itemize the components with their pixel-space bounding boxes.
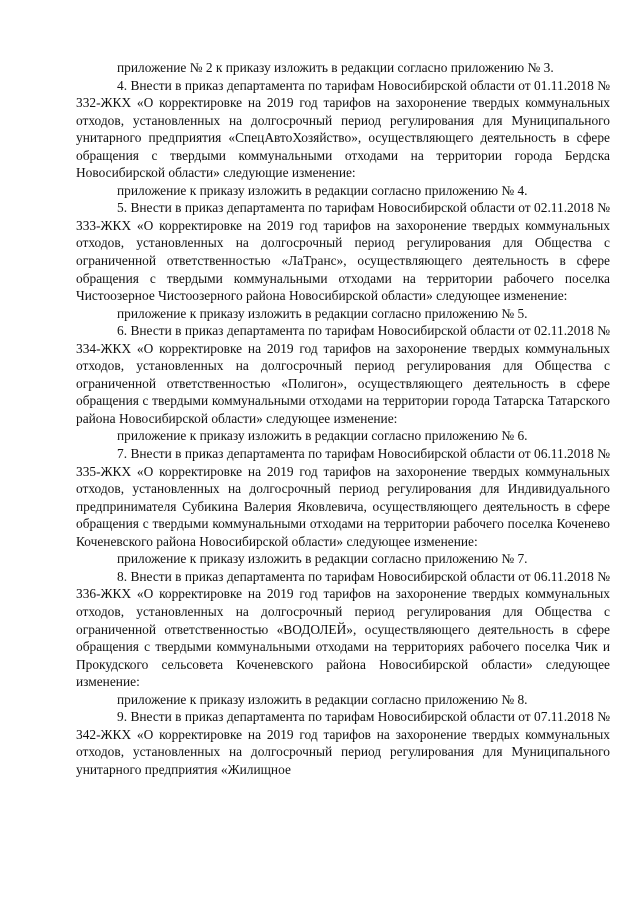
paragraph-item-6: 6. Внести в приказ департамента по тарифам Новосибирской области от 02.11.2018 № 334-ЖКХ «О корректировке на 2019 год тарифов на захоронение твердых коммунальных отходов, установленных на долгосрочный период регулирования для Общества с ограниченной ответственностью «Полигон», осуществляющего деятельность в сфере обращения с твердыми коммунальными отходами на территории города Татарска Татарского района Новосибирской области» следующее изменение: [76,323,610,426]
paragraph-appendix-7: приложение к приказу изложить в редакции согласно приложению № 7. [117,551,528,567]
paragraph-item-8: 8. Внести в приказ департамента по тарифам Новосибирской области от 06.11.2018 № 336-ЖКХ «О корректировке на 2019 год тарифов на захоронение твердых коммунальных отходов, установленных на долгосрочный период регулирования для Общества с ограниченной ответственностью «ВОДОЛЕЙ», осуществляющего деятельность в сфере обращения с твердыми коммунальными отходами на территориях рабочего поселка Чик и Прокудского сельсовета Коченевского района Новосибирской области» следующее изменение: [76,568,610,690]
paragraph-appendix-3: приложение № 2 к приказу изложить в редакции согласно приложению № 3. [117,60,554,75]
paragraph-item-7: 7. Внести в приказ департамента по тарифам Новосибирской области от 06.11.2018 № 335-ЖКХ «О корректировке на 2019 год тарифов на захоронение твердых коммунальных отходов, установленных на долгосрочный период регулирования для Индивидуального предпринимателя Субикина Валерия Яковлевича, осуществляющего деятельность в сфере обращения с твердыми коммунальными отходами на территории рабочего поселка Коченево Коченевского района Новосибирской области» следующее изменение: [76,446,610,549]
paragraph-item-4: 4. Внести в приказ департамента по тарифам Новосибирской области от 01.11.2018 № 332-ЖКХ «О корректировке на 2019 год тарифов на захоронение твердых коммунальных отходов, установленных на долгосрочный период регулирования для Муниципального унитарного предприятия «СпецАвтоХозяйство», осуществляющего деятельность в сфере обращения с твердыми коммунальными отходами на территории города Бердска Новосибирской области» следующие изменение: [76,77,610,181]
paragraph-appendix-8: приложение к приказу изложить в редакции согласно приложению № 8. [117,691,528,707]
paragraph-item-5: 5. Внести в приказ департамента по тарифам Новосибирской области от 02.11.2018 № 333-ЖКХ «О корректировке на 2019 год тарифов на захоронение твердых коммунальных отходов, установленных на долгосрочный период регулирования для Общества с ограниченной ответственностью «ЛаТранс», осуществляющего деятельность в сфере обращения с твердыми коммунальными отходами на территории рабочего поселка Чистоозерное Чистоозерного района Новосибирской области» следующее изменение: [76,200,610,304]
paragraph-appendix-5: приложение к приказу изложить в редакции согласно приложению № 5. [117,305,528,321]
document-body [76,59,610,778]
paragraph-item-9: 9. Внести в приказ департамента по тарифам Новосибирской области от 07.11.2018 № 342-ЖКХ «О корректировке на 2019 год тарифов на захоронение твердых коммунальных отходов, установленных на долгосрочный период регулирования для Муниципального унитарного предприятия «Жилищное [76,709,610,777]
paragraph-appendix-4: приложение к приказу изложить в редакции согласно приложению № 4. [117,182,528,198]
paragraph-appendix-6: приложение к приказу изложить в редакции согласно приложению № 6. [117,428,528,444]
